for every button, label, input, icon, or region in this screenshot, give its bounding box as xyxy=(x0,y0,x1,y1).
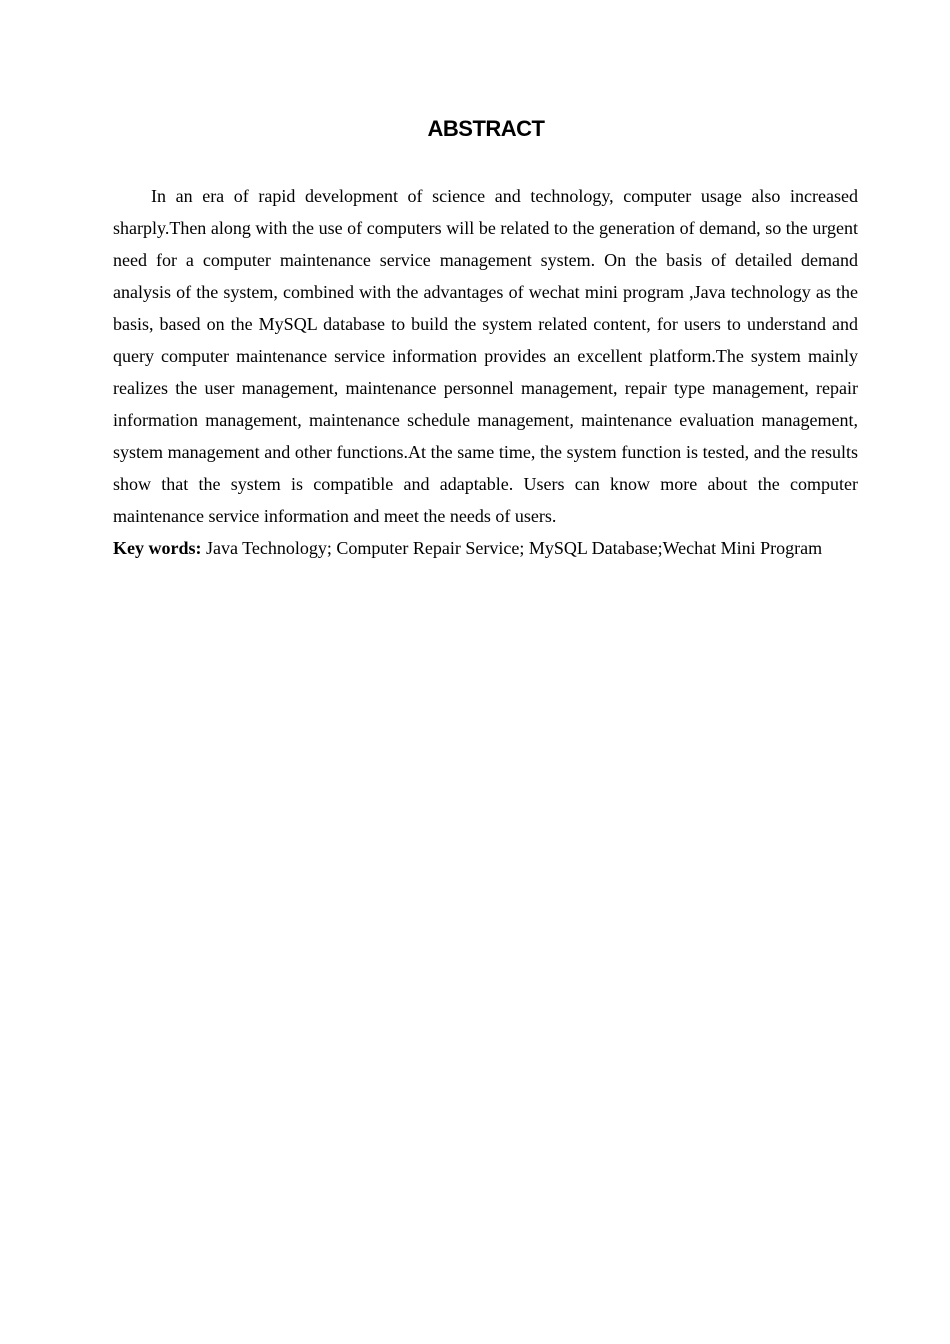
keywords-text: Java Technology; Computer Repair Service; MySQL Database;Wechat Mini Program xyxy=(206,538,823,558)
abstract-title: ABSTRACT xyxy=(427,116,545,141)
keywords-label: Key words: xyxy=(113,538,202,558)
keywords-line xyxy=(113,532,858,564)
abstract-paragraph: In an era of rapid development of science and technology, computer usage also increased sharply.Then along with the use of computers will be related to the generation of demand, so the urgent need for a computer maintenance service management system. On the basis of detailed demand analysis of the system, combined with the advantages of wechat mini program ,Java technology as the basis, based on the MySQL database to build the system related content, for users to understand and query computer maintenance service information provides an excellent platform.The system mainly realizes the user management, maintenance personnel management, repair type management, repair information management, maintenance schedule management, maintenance evaluation management, system management and other functions.At the same time, the system function is tested, and the results show that the system is compatible and adaptable. Users can know more about the computer maintenance service information and meet the needs of users. xyxy=(113,186,858,526)
abstract-body xyxy=(113,180,858,564)
